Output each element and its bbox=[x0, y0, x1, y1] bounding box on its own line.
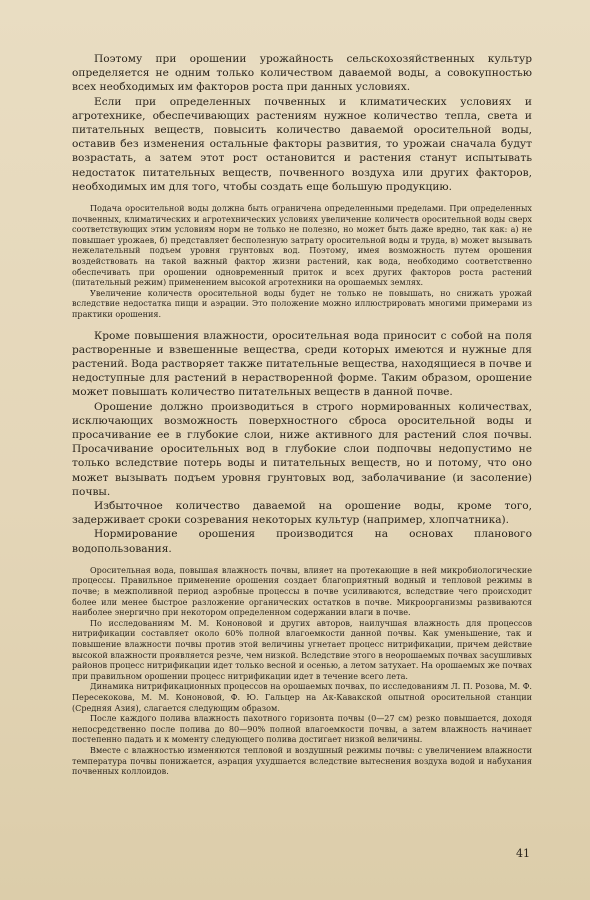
note-water-limits: Подача оросительной воды должна быть ограничена определенными пределами. При определенных почвенных, климатических и агротехнических условиях увеличение количеств оросительной воды сверх соответствующих этим условиям норм не только не полезно, но может быть даже вредно, так как: а) не повышает урожаев, б) представляет бесполезную затрату оросительной воды и труда, в) может вызывать нежелательный подъем уровня грунтовых вод. Поэтому, имея возможность путем орошения воздействовать на такой важный фактор жизни растений, как вода, необходимо соответственно обеспечивать при орошении одновременный приток и всех других факторов роста растений (питательный режим) применением высокой агротехники на орошаемых землях. bbox=[72, 203, 532, 288]
note-microbiology: Оросительная вода, повышая влажность почвы, влияет на протекающие в ней микробиологические процессы. Правильное применение орошения создает благоприятный водный и тепловой режимы в почве; в межполивной период аэробные процессы в почве усиливаются, вследствие чего происходит более или менее быстрое разложение органических остатков в почве. Микроорганизмы развиваются наиболее энергично при некотором определенном содержании влаги в почве. bbox=[72, 564, 532, 618]
paragraph-norms: Орошение должно производиться в строго нормированных количествах, исключающих возможность поверхностного сброса оросительной воды и просачивание ее в глубокие слои, ниже активного для растений слоя почвы. Просачивание оросительных вод в глубокие слои подпочвы недопустимо не только вследствие потерь воды и питательных веществ, но и потому, что оно может вызывать подъем уровня грунтовых вод, заболачивание (и засоление) почвы. bbox=[72, 400, 532, 498]
note-nitrification: По исследованиям М. М. Кононовой и других авторов, наилучшая влажность для процессов нитрификации составляет около 60% полной влагоемкости данной почвы. Как уменьшение, так и повышение влажности почвы против этой величины угнетает процесс нитрификации, причем действие высокой влажности проявляется резче, чем низкой. Вследствие этого в неорошаемых почвах засушливых районов процесс нитрификации идет только весной и осенью, а летом затухает. На орошаемых же почвах при правильном орошении процесс нитрификации идет в течение всего лета. bbox=[72, 617, 532, 681]
paragraph-excess-water: Избыточное количество даваемой на орошение воды, кроме того, задерживает сроки созревания некоторых культур (например, хлопчатника). bbox=[72, 500, 532, 527]
paragraph-nutrients: Кроме повышения влажности, оросительная вода приносит с собой на поля растворенные и взвешенные вещества, среди которых имеются и нужные для растений. Вода растворяет также питательные вещества, находящиеся в почве и недоступные для растений в нерастворенной форме. Таким образом, орошение может повышать количество питательных веществ в данной почве. bbox=[72, 329, 532, 399]
note-thermal-regime: Вместе с влажностью изменяются тепловой и воздушный режимы почвы: с увеличением влажности температура почвы понижается, аэрация ухудшается вследствие вытеснения воздуха водой и набухания почвенных коллоидов. bbox=[72, 744, 532, 777]
paragraph-factors: Если при определенных почвенных и климатических условиях и агротехнике, обеспечивающих растениям нужное количество тепла, света и питательных веществ, повысить количество даваемой оросительной воды, оставив без изменения остальные факторы развития, то урожаи сначала будут возрастать, а затем этот рост остановится и растения станут испытывать недостаток питательных веществ, почвенного воздуха или других факторов, необходимых им для того, чтобы создать еще большую продукцию. bbox=[72, 95, 532, 193]
page-number: 41 bbox=[516, 847, 530, 860]
note-yield-decrease: Увеличение количеств оросительной воды будет не только не повышать, но снижать урожай вследствие недостатка пищи и аэрации. Это положение можно иллюстрировать многими примерами из практики орошения. bbox=[72, 287, 532, 319]
paragraph-planning: Нормирование орошения производится на основах планового водопользования. bbox=[72, 528, 532, 555]
note-dynamics: Динамика нитрификационных процессов на орошаемых почвах, по исследованиям Л. П. Розова, М. Ф. Пересекокова, М. М. Кононовой, Ф. Ю. Гальцер на Ак-Кавакской опытной оросительной станции (Средняя Азия), слагается следующим образом. bbox=[72, 681, 532, 713]
paragraph-intro: Поэтому при орошении урожайность сельскохозяйственных культур определяется не одним только количеством даваемой воды, а совокупностью всех необходимых им факторов роста при данных условиях. bbox=[72, 53, 532, 94]
note-after-irrigation: После каждого полива влажность пахотного горизонта почвы (0—27 см) резко повышается, доходя непосредственно после полива до 80—90% полной влагоемкости почвы, а затем влажность начинает постепенно падать и к моменту следующего полива достигает низкой величины. bbox=[72, 713, 532, 745]
